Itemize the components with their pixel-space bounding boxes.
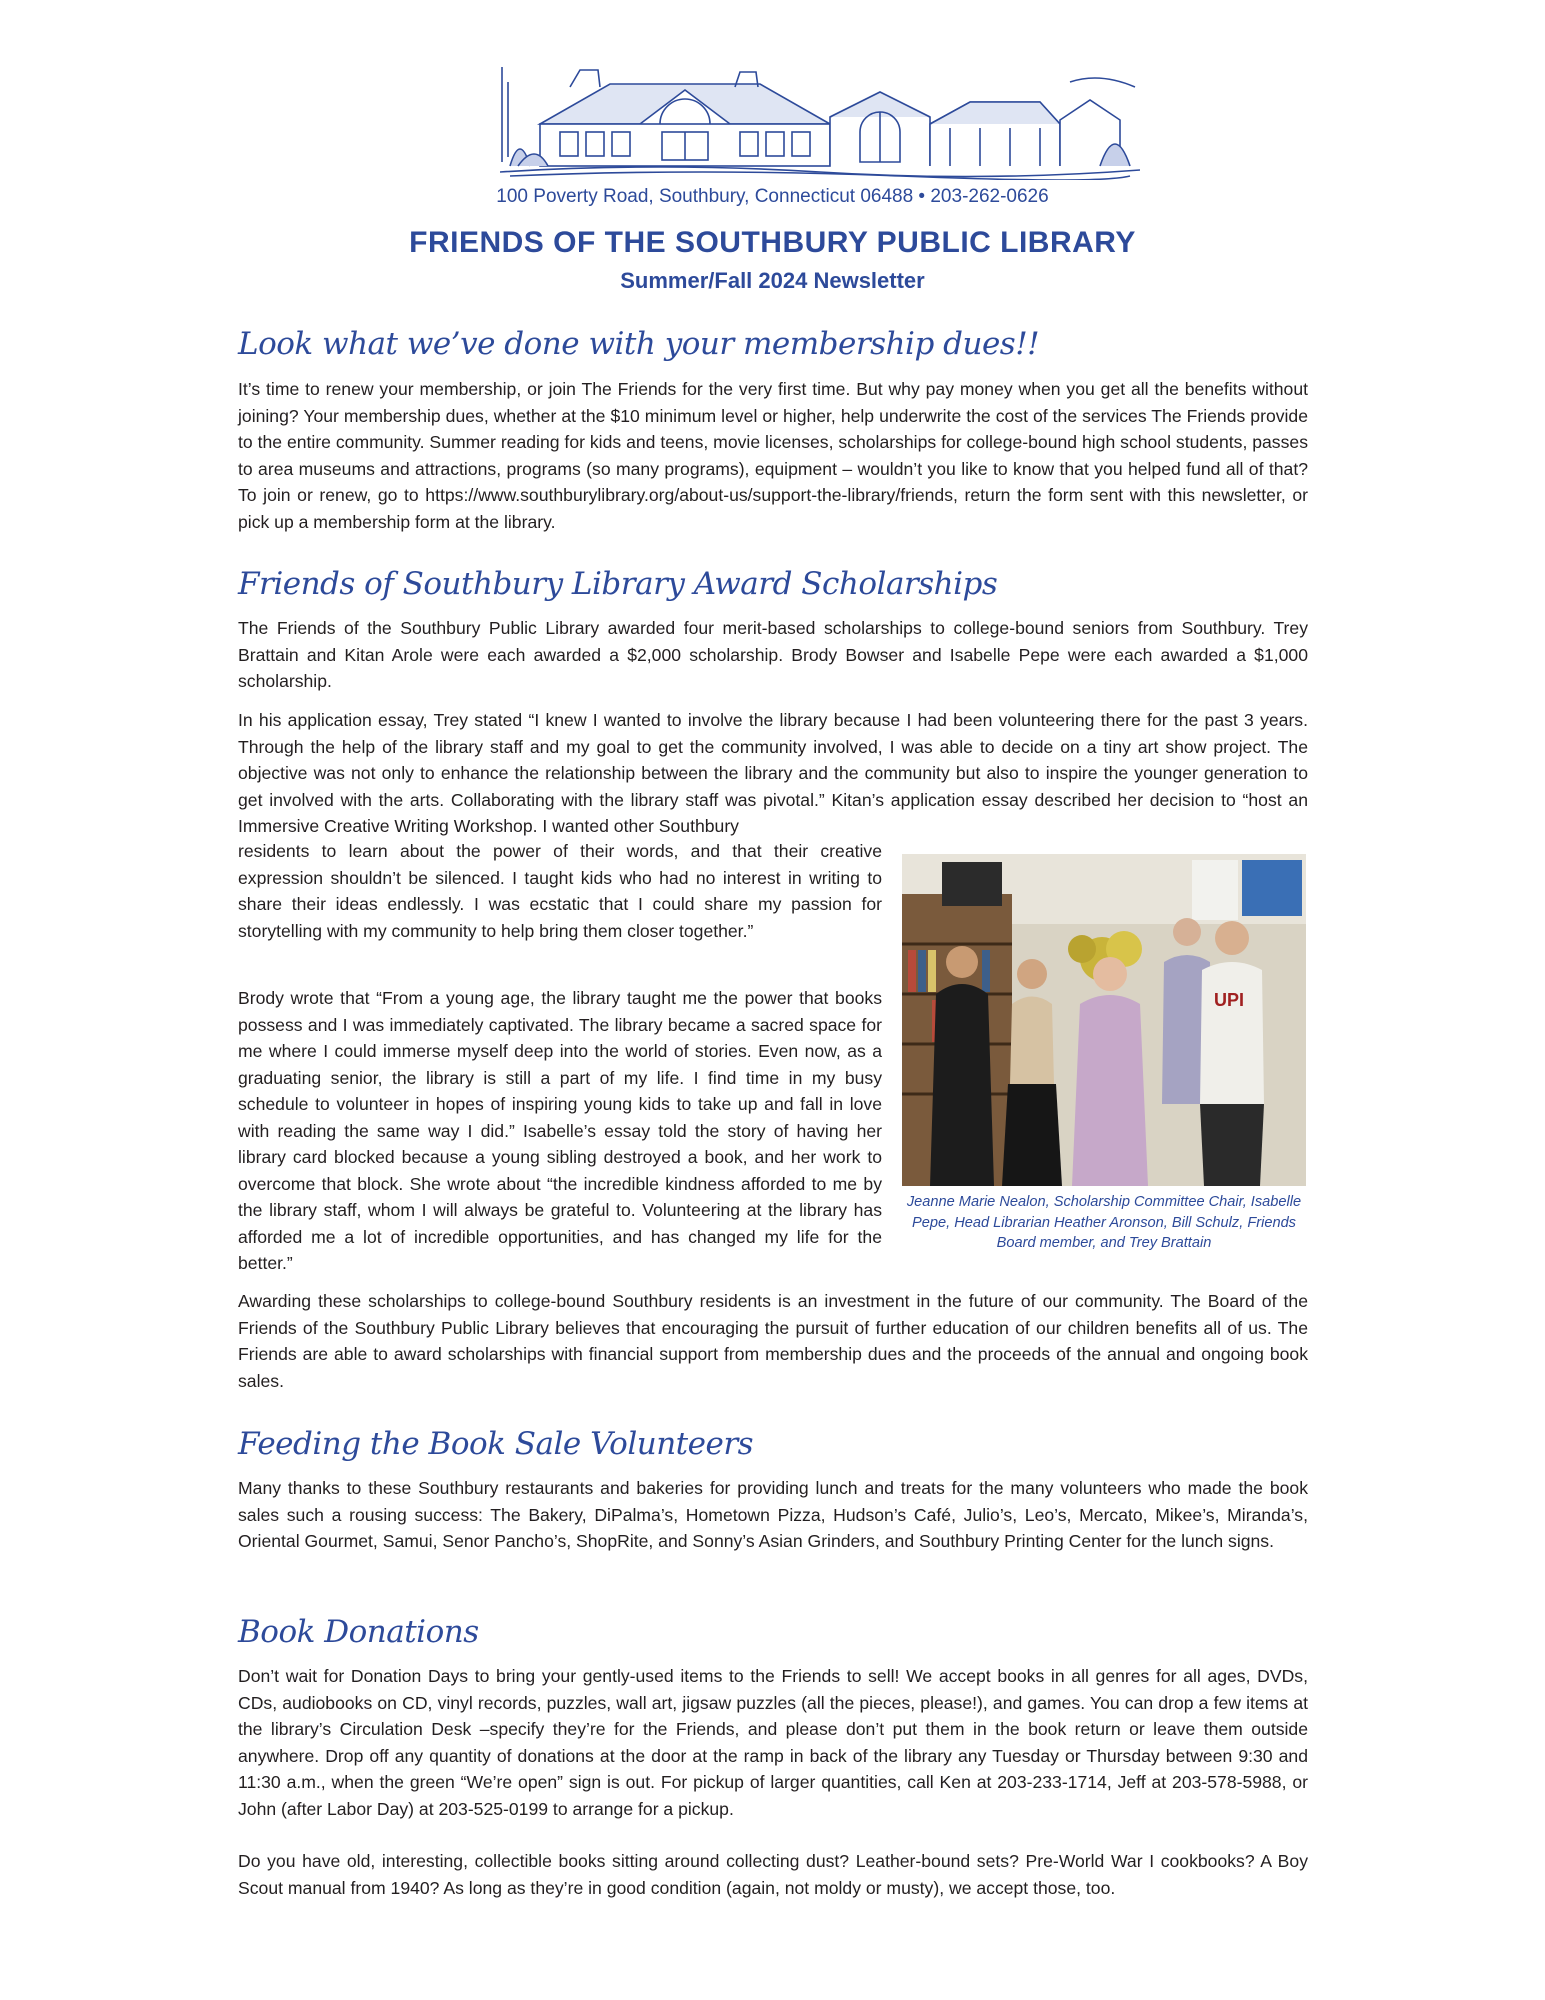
membership-paragraph: It’s time to renew your membership, or join The Friends for the very first time. But why pay money when you get all the benefits without joining? Your membership dues, whether at the $10 minimum level or higher, help underwrite the cost of the services The Friends provide to the entire community. Summer reading for kids and teens, movie licenses, scholarships for college-bound high school students, passes to area museums and attractions, programs (so many programs), equipment – wouldn’t you like to know that you helped fund all of that? To join or renew, go to https://www.southburylibrary.org/about-us/support-the-library/friends, return the form sent with this newsletter, or pick up a membership form at the library. [238,379,1308,532]
shirt-logo-text: UPI [1214,990,1245,1010]
donations-paragraph-1: Don’t wait for Donation Days to bring your gently-used items to the Friends to sell! We accept books in all genres for all ages, DVDs, CDs, audiobooks on CD, vinyl records, puzzles, wall art, jigsaw puzzles (all the pieces, please!), and games. You can drop a few items at the library’s Circulation Desk –specify they’re for the Friends, and please don’t put them in the book return or leave them outside anywhere. Drop off any quantity of donations at the door at the ramp in back of the library any Tuesday or Thursday between 9:30 and 11:30 a.m., when the green “We’re open” sign is out. For pickup of larger quantities, call Ken at 203-233-1714, Jeff at 203-578-5988, or John (after Labor Day) at 203-525-0199 to arrange for a pickup. [238,1666,1308,1819]
scholarships-paragraph-3: Brody wrote that “From a young age, the library taught me the power that books possess and I was immediately captivated. The library became a sacred space for me where I could immerse myself deep into the world of stories. Even now, as a graduating senior, the library is still a part of my life. I find time in my busy schedule to volunteer in hopes of inspiring young kids to take up and fall in love with reading the same way I did.” Isabelle’s essay told the story of having her library card blocked because a young sibling destroyed a book, and her work to overcome that block. She wrote about “the incredible kindness afforded to me by the library staff, whom I will always be grateful to. Volunteering at the library has afforded me a lot of incredible opportunities, and has changed my life for the better.” [238,988,882,1273]
donations-heading: Book Donations [238,1614,479,1650]
volunteers-paragraph: Many thanks to these Southbury restaurants and bakeries for providing lunch and treats for the many volunteers who made the book sales such a rousing success: The Bakery, DiPalma’s, Hometown Pizza, Hudson’s Café, Julio’s, Leo’s, Mercato, Mikee’s, Miranda’s, Oriental Gourmet, Samui, Senor Pancho’s, ShopRite, and Sonny’s Asian Grinders, and Southbury Printing Center for the lunch signs. [238,1478,1308,1551]
volunteers-heading: Feeding the Book Sale Volunteers [238,1426,754,1462]
scholarships-paragraph-2: In his application essay, Trey stated “I knew I wanted to involve the library because I had been volunteering there for the past 3 years. Through the help of the library staff and my goal to get the community involved, I was able to decide on a tiny art show project. The objective was not only to enhance the relationship between the library and the community but also to inspire the younger generation to get involved with the arts. Collaborating with the library staff was pivotal.” Kitan’s application essay described her decision to “host an Immersive Creative Writing Workshop. I wanted other Southbury [238,710,1308,836]
scholarships-paragraph-2-continued: residents to learn about the power of their words, and that their creative expression shouldn’t be silenced. I taught kids who had no interest in writing to share their ideas endlessly. I was ecstatic that I could share my passion for storytelling with my community to help bring them closer together.” [238,841,882,941]
membership-heading: Look what we’ve done with your membership dues!! [238,326,1040,362]
library-building-logo [500,62,1140,180]
scholarship-photo [902,854,1306,1186]
scholarships-paragraph-1: The Friends of the Southbury Public Library awarded four merit-based scholarships to college-bound seniors from Southbury. Trey Brattain and Kitan Arole were each awarded a $2,000 scholarship. Brody Bowser and Isabelle Pepe were each awarded a $1,000 scholarship. [238,618,1308,691]
library-address: 100 Poverty Road, Southbury, Connecticut 06488 • 203-262-0626 [496,186,1049,207]
scholarships-heading: Friends of Southbury Library Award Scholarships [238,566,998,602]
donations-paragraph-2: Do you have old, interesting, collectible books sitting around collecting dust? Leather-bound sets? Pre-World War I cookbooks? A Boy Scout manual from 1940? As long as they’re in good condition (again, not moldy or musty), we accept those, too. [238,1851,1308,1898]
page-title: FRIENDS OF THE SOUTHBURY PUBLIC LIBRARY [409,226,1136,259]
newsletter-subtitle: Summer/Fall 2024 Newsletter [620,268,925,293]
scholarships-paragraph-4: Awarding these scholarships to college-bound Southbury residents is an investment in the future of our community. The Board of the Friends of the Southbury Public Library believes that encouraging the pursuit of further education of our children benefits all of us. The Friends are able to award scholarships with financial support from membership dues and the proceeds of the annual and ongoing book sales. [238,1291,1308,1391]
photo-caption: Jeanne Marie Nealon, Scholarship Committee Chair, Isabelle Pepe, Head Librarian Heather Aronson, Bill Schulz, Friends Board member, and Trey Brattain [906,1194,1302,1251]
